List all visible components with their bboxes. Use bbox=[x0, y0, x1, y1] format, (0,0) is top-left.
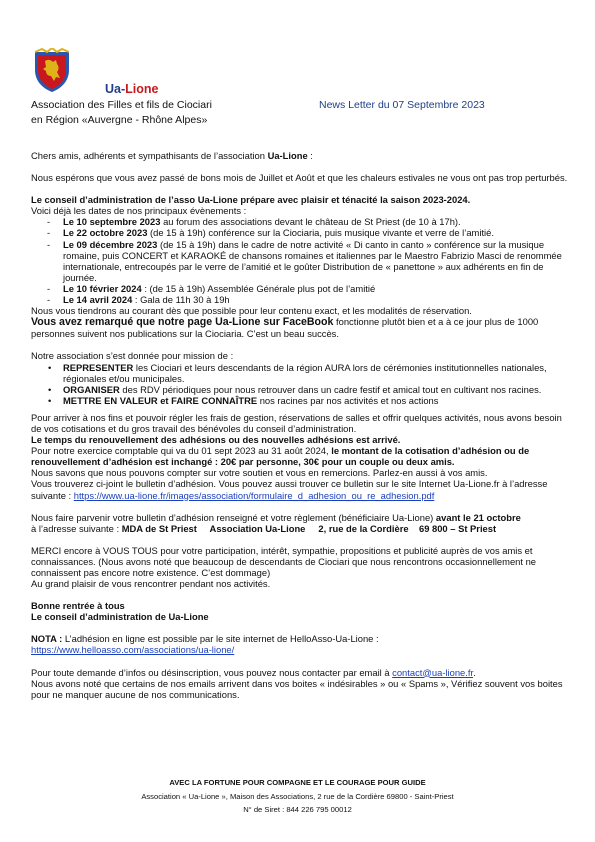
greeting: Chers amis, adhérents et sympathisants de l’association Ua-Lione : bbox=[31, 150, 313, 161]
newsletter-body bbox=[31, 150, 571, 700]
council-title: Le conseil d’administration de l’asso Ua-Lione prépare avec plaisir et ténacité la saison 2023-2024. bbox=[31, 194, 471, 206]
footer bbox=[0, 776, 595, 817]
send-address: à l’adresse suivante : MDA de St Priest Association Ua-Lione 2, rue de la Cordière 69 800 – St Priest bbox=[31, 522, 497, 534]
list-item: • ORGANISER des RDV périodiques pour nous retrouver dans un cadre festif et amical tout en cultivant nos racines. bbox=[31, 384, 571, 395]
membership-paragraph: Pour arriver à nos fins et pouvoir régler les frais de gestion, réservations de salles et offrir quelques activités, nous avons besoin de vos cotisations et du gros travail des bénévoles du conseil d’administration. bbox=[31, 411, 562, 434]
membership-thanks: Nous savons que nous pouvons compter sur votre soutien et vous en remercions. Parlez-en aussi à vos amis. bbox=[31, 467, 488, 479]
missions-list bbox=[31, 362, 571, 406]
membership-form: Vous trouverez ci-joint le bulletin d’adhésion. Vous pouvez aussi trouver ce bulletin sur le site Internet Ua-Lione.fr à l’adresse suivante : https://www.ua-lione.fr/images/association/formulaire_d_adhesion_ou_re_adhesion.pdf bbox=[31, 478, 548, 501]
list-item: - Le 14 avril 2024 : Gala de 11h 30 à 19h bbox=[31, 294, 571, 305]
list-item: • METTRE EN VALEUR et FAIRE CONNAÎTRE nos racines par nos activités et nos actions bbox=[31, 395, 571, 406]
footer-siret: N° de Siret : 844 226 795 00012 bbox=[243, 805, 352, 814]
helloasso-link[interactable]: https://www.helloasso.com/associations/ua-lione/ bbox=[31, 644, 235, 656]
contact-paragraph: Pour toute demande d’infos ou désinscription, vous pouvez nous contacter par email à contact@ua-lione.fr. bbox=[31, 666, 476, 678]
note-paragraph: NOTA : L’adhésion en ligne est possible par le site internet de HelloAsso-Ua-Lione : bbox=[31, 633, 379, 645]
events-outro: Nous vous tiendrons au courant dès que possible pour leur contenu exact, et les modalités de réservation. bbox=[31, 305, 472, 317]
list-item: - Le 10 février 2024 : (de 15 à 19h) Assemblée Générale plus pot de l’amitié bbox=[31, 283, 571, 294]
list-item: - Le 09 décembre 2023 (de 15 à 19h) dans le cadre de notre activité « Di canto in canto » conférence sur la musique romaine, puis CONCERT et KARAOKÉ de chansons romaines et italiennes par le Maestro Fabrizio Masci de renommée internationale, entrecoupés par le verre de l’amitié et le goûter Distribution de « panettone » aux adhérents en fin de journée. bbox=[31, 239, 571, 283]
intro-paragraph: Nous espérons que vous avez passé de bons mois de Juillet et Août et que les chaleurs estivales ne vous ont pas trop perturbés. bbox=[31, 172, 568, 184]
spam-notice: Nous avons noté que certains de nos emails arrivent dans vos boites « indésirables » ou « Spams », Vérifiez souvent vos boites pour ne manquer aucune de nos communications. bbox=[31, 677, 563, 700]
footer-address: Association « Ua-Lione », Maison des Associations, 2 rue de la Cordière 69800 - Saint-Priest bbox=[141, 791, 454, 801]
events-intro: Voici déjà les dates de nos principaux évènements : bbox=[31, 205, 247, 217]
thanks-closing: Au grand plaisir de vous rencontrer pendant nos activités. bbox=[31, 578, 271, 590]
signoff-line2: Le conseil d’administration de Ua-Lione bbox=[31, 611, 209, 623]
list-item: - Le 22 octobre 2023 (de 15 à 19h) conférence sur la Ciociaria, puis musique vivante et verre de l’amitié. bbox=[31, 227, 571, 238]
send-instructions: Nous faire parvenir votre bulletin d’adhésion renseigné et votre règlement (bénéficiaire Ua-Lione) avant le 21 octobre bbox=[31, 511, 521, 523]
membership-title: Le temps du renouvellement des adhésions ou des nouvelles adhésions est arrivé. bbox=[31, 434, 401, 446]
membership-fee: Pour notre exercice comptable qui va du 01 sept 2023 au 31 août 2024, le montant de la cotisation d’adhésion ou de renouvellement d’adhésion est inchangé : 20€ par personne, 30€ pour un couple ou deux amis. bbox=[31, 445, 530, 468]
contact-email-link[interactable]: contact@ua-lione.fr bbox=[392, 666, 474, 678]
newsletter-date: News Letter du 07 Septembre 2023 bbox=[319, 99, 485, 111]
thanks-paragraph: MERCI encore à VOUS TOUS pour votre participation, intérêt, sympathie, propositions et publicité auprès de vos amis et connaissances. (Nous avons noté que beaucoup de descendants de Ciociari que nous rencontrons occasionnellement ne connaissent pas encore notre existence. C’est dommage) bbox=[31, 544, 537, 578]
signoff-line1: Bonne rentrée à tous bbox=[31, 600, 125, 612]
mission-intro: Notre association s’est donnée pour mission de : bbox=[31, 350, 234, 362]
note-link-line bbox=[31, 644, 571, 655]
organization-name: Ua-Lione bbox=[105, 82, 159, 96]
events-list bbox=[31, 216, 571, 305]
list-item: - Le 10 septembre 2023 au forum des associations devant le château de St Priest (de 10 à 17h). bbox=[31, 216, 571, 227]
list-item: • REPRESENTER les Ciociari et leurs descendants de la région AURA lors de cérémonies institutionnelles nationales, régionales et/ou municipales. bbox=[31, 362, 571, 384]
facebook-paragraph: Vous avez remarqué que notre page Ua-Lione sur FaceBook fonctionne plutôt bien et a à ce jour plus de 1000 personnes suivent nos publications sur la Ciociaria. C’est un beau succès. bbox=[31, 316, 539, 340]
coat-of-arms-icon bbox=[32, 48, 72, 94]
footer-motto: AVEC LA FORTUNE POUR COMPAGNE ET LE COURAGE POUR GUIDE bbox=[169, 778, 426, 787]
association-subtitle: Association des Filles et fils de Ciociari en Région «Auvergne - Rhône Alpes» bbox=[31, 99, 212, 126]
membership-form-link[interactable]: https://www.ua-lione.fr/images/association/formulaire_d_adhesion_ou_re_adhesion.pdf bbox=[73, 489, 435, 501]
